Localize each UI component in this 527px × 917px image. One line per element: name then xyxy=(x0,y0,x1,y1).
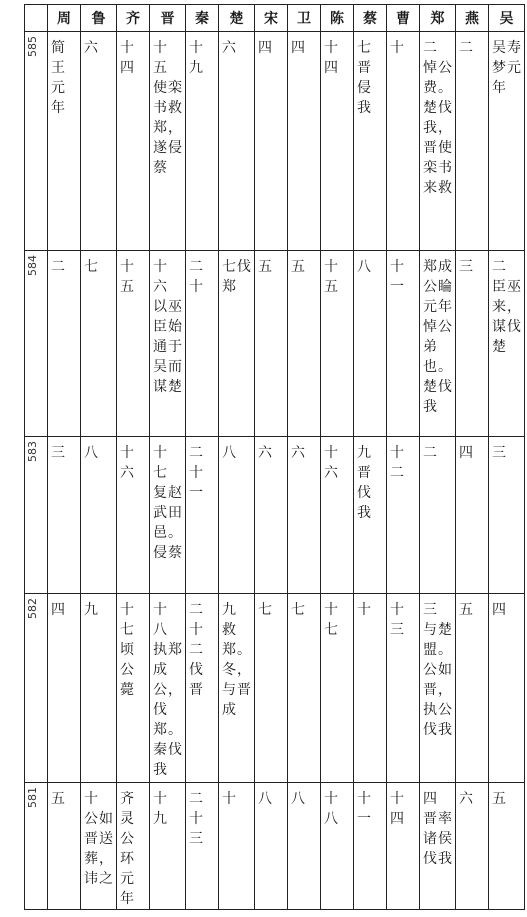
record-text: 四 xyxy=(51,602,66,618)
state-header-qin: 秦 xyxy=(186,5,219,32)
record-text: 齐灵 公环 元年 xyxy=(120,791,135,907)
record-text: 十 七 复赵 武田 邑。 侵蔡 xyxy=(153,445,183,561)
record-text: 郑成 公睔 元年 悼公 弟也。 楚伐 我 xyxy=(423,259,453,415)
record-cell xyxy=(150,594,186,783)
record-cell xyxy=(456,783,489,910)
record-text: 十 三 xyxy=(390,602,405,638)
record-text: 八 xyxy=(222,445,237,461)
state-header-zhou: 周 xyxy=(48,5,81,32)
record-cell xyxy=(150,251,186,437)
record-cell xyxy=(321,594,354,783)
record-cell xyxy=(255,594,288,783)
year-row xyxy=(25,251,525,437)
year-label: 582 xyxy=(26,598,39,619)
record-cell xyxy=(489,251,525,437)
record-cell xyxy=(117,251,150,437)
record-cell xyxy=(321,783,354,910)
record-cell xyxy=(420,594,456,783)
year-label: 583 xyxy=(26,441,39,462)
record-cell xyxy=(219,251,255,437)
record-text: 二 xyxy=(459,40,474,56)
record-cell xyxy=(354,32,387,251)
record-cell xyxy=(321,251,354,437)
record-cell xyxy=(354,437,387,594)
record-text: 三 xyxy=(492,445,507,461)
record-text: 三 xyxy=(51,445,66,461)
record-cell xyxy=(354,251,387,437)
record-cell xyxy=(48,783,81,910)
annals-table xyxy=(24,4,525,910)
record-text: 八 xyxy=(291,791,306,807)
record-cell xyxy=(420,251,456,437)
record-text: 四 晋率 诸侯 伐我 xyxy=(423,791,453,867)
year-cell xyxy=(25,783,48,910)
record-cell xyxy=(489,32,525,251)
record-text: 二 十 xyxy=(189,259,204,295)
record-cell xyxy=(387,251,420,437)
record-cell xyxy=(354,783,387,910)
record-text: 八 xyxy=(258,791,273,807)
state-header-cao: 曹 xyxy=(387,5,420,32)
record-text: 十 一 xyxy=(357,791,372,827)
record-cell xyxy=(48,594,81,783)
record-text: 九 xyxy=(84,602,99,618)
record-text: 十 五 xyxy=(120,259,135,295)
record-cell xyxy=(219,32,255,251)
record-cell xyxy=(219,437,255,594)
year-label: 585 xyxy=(26,36,39,57)
record-text: 五 xyxy=(459,602,474,618)
record-text: 十 八 xyxy=(324,791,339,827)
record-cell xyxy=(387,437,420,594)
record-text: 十 七 xyxy=(324,602,339,638)
record-cell xyxy=(150,437,186,594)
record-text: 十 五 使栾 书救 郑， 遂侵 蔡 xyxy=(153,40,183,176)
record-text: 二 十 二 伐晋 xyxy=(189,602,204,698)
record-text: 三 与楚 盟。 公如 晋， 执公 伐我 xyxy=(423,602,453,738)
record-text: 六 xyxy=(459,791,474,807)
record-text: 十 六 xyxy=(120,445,135,481)
record-text: 七 xyxy=(258,602,273,618)
record-cell xyxy=(420,32,456,251)
record-cell xyxy=(186,783,219,910)
record-text: 十 xyxy=(357,602,372,618)
record-text: 六 xyxy=(222,40,237,56)
record-cell xyxy=(48,437,81,594)
record-text: 十 五 xyxy=(324,259,339,295)
record-cell xyxy=(420,437,456,594)
record-text: 十 九 xyxy=(153,791,168,827)
record-cell xyxy=(288,437,321,594)
record-cell xyxy=(81,437,117,594)
record-text: 五 xyxy=(258,259,273,275)
record-cell xyxy=(288,32,321,251)
year-row xyxy=(25,783,525,910)
year-cell xyxy=(25,32,48,251)
record-cell xyxy=(81,783,117,910)
record-cell xyxy=(456,251,489,437)
record-text: 九 救郑。 冬， 与晋 成 xyxy=(222,602,252,718)
record-text: 七伐 郑 xyxy=(222,259,252,295)
record-text: 四 xyxy=(291,40,306,56)
annals-body xyxy=(25,32,525,910)
record-cell xyxy=(255,251,288,437)
record-text: 七 xyxy=(291,602,306,618)
record-text: 五 xyxy=(291,259,306,275)
record-text: 二 悼公 费。 楚伐 我， 晋使 栾书 来救 xyxy=(423,40,453,196)
state-header-zheng: 郑 xyxy=(420,5,456,32)
state-header-song: 宋 xyxy=(255,5,288,32)
record-cell xyxy=(321,437,354,594)
record-text: 十 xyxy=(390,40,405,56)
record-cell xyxy=(48,32,81,251)
record-cell xyxy=(186,251,219,437)
year-row xyxy=(25,594,525,783)
record-text: 十 二 xyxy=(390,445,405,481)
record-cell xyxy=(420,783,456,910)
record-text: 十 xyxy=(222,791,237,807)
record-text: 十 六 以巫 臣始 通于 吴而 谋楚 xyxy=(153,259,183,395)
state-header-wu: 吴 xyxy=(489,5,525,32)
record-cell xyxy=(150,783,186,910)
record-cell xyxy=(81,32,117,251)
record-text: 六 xyxy=(291,445,306,461)
record-cell xyxy=(288,251,321,437)
record-cell xyxy=(288,783,321,910)
record-text: 四 xyxy=(258,40,273,56)
record-cell xyxy=(117,594,150,783)
record-cell xyxy=(456,594,489,783)
year-cell xyxy=(25,594,48,783)
record-cell xyxy=(456,32,489,251)
record-text: 七 晋侵 我 xyxy=(357,40,372,116)
record-cell xyxy=(219,783,255,910)
record-text: 十 公如 晋送 葬， 讳之 xyxy=(84,791,114,887)
record-text: 十 七 顷公 薨 xyxy=(120,602,135,698)
record-cell xyxy=(387,783,420,910)
record-cell xyxy=(255,783,288,910)
state-header-lu: 鲁 xyxy=(81,5,117,32)
record-text: 十 四 xyxy=(120,40,135,76)
record-text: 十 四 xyxy=(324,40,339,76)
year-column-header xyxy=(25,5,48,32)
state-header-wei: 卫 xyxy=(288,5,321,32)
record-text: 二 xyxy=(51,259,66,275)
record-cell xyxy=(354,594,387,783)
state-header-qi: 齐 xyxy=(117,5,150,32)
record-cell xyxy=(186,32,219,251)
record-text: 八 xyxy=(357,259,372,275)
record-text: 八 xyxy=(84,445,99,461)
record-text: 二 十 三 xyxy=(189,791,204,847)
record-text: 七 xyxy=(84,259,99,275)
record-cell xyxy=(81,251,117,437)
year-label: 581 xyxy=(26,787,39,808)
year-label: 584 xyxy=(26,255,39,276)
state-header-chen: 陈 xyxy=(321,5,354,32)
record-text: 吴寿 梦元 年 xyxy=(492,40,522,96)
record-text: 九 晋伐 我 xyxy=(357,445,372,521)
record-cell xyxy=(321,32,354,251)
state-header-cai: 蔡 xyxy=(354,5,387,32)
record-cell xyxy=(456,437,489,594)
record-text: 简王 元年 xyxy=(51,40,66,116)
record-cell xyxy=(81,594,117,783)
record-text: 十 八 执郑 成公， 伐郑。 秦伐 我 xyxy=(153,602,183,778)
state-header-yan: 燕 xyxy=(456,5,489,32)
record-cell xyxy=(387,594,420,783)
record-text: 二 十 一 xyxy=(189,445,204,501)
record-cell xyxy=(117,32,150,251)
record-text: 十 九 xyxy=(189,40,204,76)
record-cell xyxy=(489,783,525,910)
year-cell xyxy=(25,251,48,437)
record-cell xyxy=(48,251,81,437)
header-row xyxy=(25,5,525,32)
state-header-jin: 晋 xyxy=(150,5,186,32)
record-text: 四 xyxy=(459,445,474,461)
record-cell xyxy=(186,594,219,783)
record-text: 二 xyxy=(423,445,438,461)
record-cell xyxy=(255,32,288,251)
year-row xyxy=(25,32,525,251)
record-cell xyxy=(387,32,420,251)
record-cell xyxy=(117,437,150,594)
record-cell xyxy=(219,594,255,783)
record-text: 十 一 xyxy=(390,259,405,295)
record-text: 六 xyxy=(258,445,273,461)
record-text: 五 xyxy=(492,791,507,807)
record-text: 五 xyxy=(51,791,66,807)
record-text: 二 臣巫 来， 谋伐 楚 xyxy=(492,259,522,355)
record-cell xyxy=(489,437,525,594)
record-cell xyxy=(117,783,150,910)
record-text: 三 xyxy=(459,259,474,275)
state-header-chu: 楚 xyxy=(219,5,255,32)
record-text: 六 xyxy=(84,40,99,56)
record-text: 十 六 xyxy=(324,445,339,481)
record-text: 四 xyxy=(492,602,507,618)
year-row xyxy=(25,437,525,594)
record-cell xyxy=(186,437,219,594)
record-cell xyxy=(255,437,288,594)
record-cell xyxy=(489,594,525,783)
record-cell xyxy=(288,594,321,783)
record-cell xyxy=(150,32,186,251)
year-cell xyxy=(25,437,48,594)
record-text: 十 四 xyxy=(390,791,405,827)
